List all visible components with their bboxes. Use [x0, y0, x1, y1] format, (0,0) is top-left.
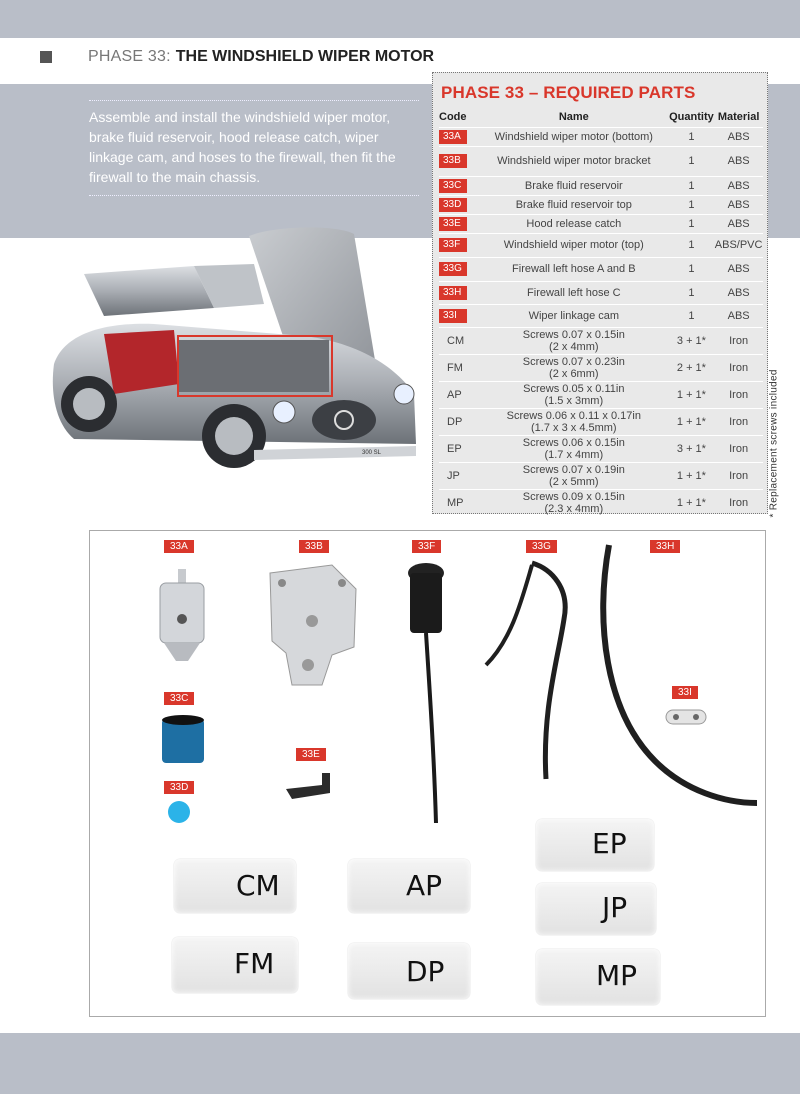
- table-row: [439, 381, 763, 408]
- table-row: [439, 233, 763, 257]
- part-33i-wiper-linkage-cam: [664, 707, 708, 727]
- part-33e-hood-release-catch: [282, 767, 342, 803]
- gullwing-door-left: [84, 266, 214, 316]
- part-quantity: 1 + 1*: [669, 489, 715, 516]
- screw-size-mm: (1.7 x 4mm): [544, 448, 604, 461]
- screw-size-mm: (2 x 5mm): [549, 475, 599, 488]
- part-material: ABS: [714, 146, 763, 176]
- col-quantity: Quantity: [669, 110, 714, 123]
- required-parts-panel: [432, 72, 768, 514]
- screw-size-mm: (2 x 6mm): [549, 367, 599, 380]
- tag-33g: 33G: [526, 540, 557, 553]
- part-material: ABS: [714, 304, 763, 327]
- intro-text: Assemble and install the windshield wiper motor, brake fluid reservoir, hood release catch, wiper linkage cam, and hoses to the firewall, then fit the firewall to the main chassis.: [89, 109, 396, 185]
- footnote-text: * Replacement screws included: [768, 369, 780, 518]
- part-material: Iron: [714, 327, 763, 354]
- tag-33i: 33I: [672, 686, 698, 699]
- table-row: [439, 435, 763, 462]
- table-row: [439, 281, 763, 304]
- col-material: Material: [717, 110, 760, 123]
- bag-label-mp: MP: [596, 959, 638, 992]
- page-header: [40, 46, 434, 68]
- tag-33a: 33A: [164, 540, 194, 553]
- screw-code: DP: [447, 415, 463, 428]
- tag-33f: 33F: [412, 540, 441, 553]
- part-name: [479, 354, 669, 381]
- engine-bay: [179, 340, 329, 392]
- screw-size-in: Screws 0.07 x 0.19in: [522, 463, 625, 476]
- screw-size-in: Screws 0.07 x 0.15in: [522, 328, 625, 341]
- table-row: [439, 462, 763, 489]
- intro-box: [89, 100, 419, 196]
- tag-33h: 33H: [650, 540, 680, 553]
- front-grille: [312, 400, 376, 440]
- top-band: [0, 0, 800, 38]
- table-row: [439, 127, 763, 146]
- front-bumper: [254, 446, 416, 460]
- screw-size-mm: (1.5 x 3mm): [544, 394, 604, 407]
- part-name: [479, 462, 669, 489]
- part-quantity: 1: [669, 304, 715, 327]
- replacement-footnote: [766, 320, 782, 520]
- part-code-badge: 33H: [439, 286, 467, 300]
- part-33a-wiper-motor-bottom: [152, 567, 212, 667]
- part-33b-motor-bracket: [262, 561, 362, 689]
- part-material: Iron: [714, 408, 763, 435]
- screw-code: CM: [447, 334, 465, 347]
- screw-code: EP: [447, 442, 462, 455]
- table-row: [439, 408, 763, 435]
- part-quantity: 3 + 1*: [669, 327, 715, 354]
- table-row: [439, 176, 763, 195]
- red-interior: [104, 330, 179, 394]
- screw-size-mm: (1.7 x 3 x 4.5mm): [531, 421, 617, 434]
- parts-table-title: PHASE 33 – REQUIRED PARTS: [441, 83, 696, 102]
- table-row: [439, 354, 763, 381]
- parts-table: [439, 107, 763, 516]
- screw-bag-fm: [172, 937, 298, 993]
- part-material: ABS: [714, 195, 763, 214]
- table-row: [439, 489, 763, 516]
- part-name: Brake fluid reservoir: [479, 176, 669, 195]
- part-code-badge: 33B: [439, 154, 467, 168]
- phase-number: PHASE 33:: [88, 48, 171, 65]
- tag-33c: 33C: [164, 692, 194, 705]
- part-name: [479, 381, 669, 408]
- part-material: ABS: [714, 127, 763, 146]
- table-row: [439, 214, 763, 233]
- part-name: Firewall left hose C: [479, 281, 669, 304]
- part-code-badge: 33G: [439, 262, 467, 276]
- bag-label-cm: CM: [236, 869, 280, 902]
- screw-bag-mp: [536, 949, 660, 1005]
- part-material: ABS/PVC: [714, 233, 763, 257]
- part-quantity: 1: [669, 146, 715, 176]
- part-quantity: 1 + 1*: [669, 408, 715, 435]
- part-quantity: 1: [669, 233, 715, 257]
- part-33f-wiper-motor-top: [400, 555, 460, 835]
- part-material: Iron: [714, 435, 763, 462]
- screw-code: JP: [447, 469, 460, 482]
- screw-size-mm: (2 x 4mm): [549, 340, 599, 353]
- screw-bag-ep: [536, 819, 654, 871]
- part-name: [479, 408, 669, 435]
- part-quantity: 1: [669, 195, 715, 214]
- bag-label-jp: JP: [602, 891, 628, 924]
- headlight-right: [394, 384, 414, 404]
- part-material: ABS: [714, 214, 763, 233]
- hubcap-rear: [73, 388, 105, 420]
- part-code-badge: 33I: [439, 309, 467, 323]
- part-code-badge: 33A: [439, 130, 467, 144]
- page-title: THE WINDSHIELD WIPER MOTOR: [175, 48, 435, 65]
- part-material: Iron: [714, 381, 763, 408]
- part-quantity: 3 + 1*: [669, 435, 715, 462]
- screw-code: MP: [447, 496, 464, 509]
- screw-code: FM: [447, 361, 463, 374]
- table-row: [439, 327, 763, 354]
- part-quantity: 1: [669, 214, 715, 233]
- part-33c-brake-fluid-reservoir: [158, 713, 208, 765]
- part-33d-reservoir-top: [166, 799, 192, 825]
- screw-size-mm: (2.3 x 4mm): [544, 502, 604, 515]
- screw-bag-jp: [536, 883, 656, 935]
- table-row: [439, 195, 763, 214]
- tag-33b: 33B: [299, 540, 329, 553]
- part-quantity: 1 + 1*: [669, 381, 715, 408]
- car-illustration: [44, 224, 434, 482]
- hubcap-front: [215, 417, 253, 455]
- part-material: ABS: [714, 176, 763, 195]
- part-material: ABS: [714, 257, 763, 281]
- part-material: ABS: [714, 281, 763, 304]
- part-quantity: 1 + 1*: [669, 462, 715, 489]
- part-quantity: 1: [669, 127, 715, 146]
- screw-size-in: Screws 0.07 x 0.23in: [522, 355, 625, 368]
- bag-label-ap: AP: [406, 869, 443, 902]
- screw-size-in: Screws 0.05 x 0.11in: [523, 382, 625, 395]
- square-bullet-icon: [40, 51, 52, 63]
- part-quantity: 1: [669, 281, 715, 304]
- part-quantity: 1: [669, 176, 715, 195]
- license-plate: 300 SL: [362, 450, 382, 456]
- bag-label-ep: EP: [592, 827, 627, 860]
- parts-table-header: [439, 107, 763, 127]
- part-material: Iron: [714, 354, 763, 381]
- part-name: Wiper linkage cam: [479, 304, 669, 327]
- part-name: Windshield wiper motor bracket: [479, 146, 669, 176]
- part-33g-firewall-hoses: [482, 559, 582, 789]
- table-row: [439, 257, 763, 281]
- screw-bag-ap: [348, 859, 470, 913]
- screw-size-in: Screws 0.06 x 0.11 x 0.17in: [506, 409, 641, 422]
- part-name: [479, 327, 669, 354]
- part-quantity: 1: [669, 257, 715, 281]
- screw-code: AP: [447, 388, 462, 401]
- col-code: Code: [439, 110, 467, 123]
- bag-label-dp: DP: [406, 955, 445, 988]
- part-quantity: 2 + 1*: [669, 354, 715, 381]
- parts-layout-frame: [89, 530, 766, 1017]
- screw-size-in: Screws 0.06 x 0.15in: [522, 436, 625, 449]
- part-name: Hood release catch: [479, 214, 669, 233]
- table-row: [439, 146, 763, 176]
- part-material: Iron: [714, 462, 763, 489]
- part-code-badge: 33D: [439, 198, 467, 212]
- part-code-badge: 33C: [439, 179, 467, 193]
- part-name: [479, 435, 669, 462]
- col-name: Name: [558, 110, 589, 123]
- part-name: Brake fluid reservoir top: [479, 195, 669, 214]
- screw-bag-dp: [348, 943, 470, 999]
- tag-33d: 33D: [164, 781, 194, 794]
- part-code-badge: 33F: [439, 238, 467, 252]
- bottom-band: [0, 1033, 800, 1094]
- bag-label-fm: FM: [234, 947, 275, 980]
- part-code-badge: 33E: [439, 217, 467, 231]
- tag-33e: 33E: [296, 748, 326, 761]
- headlight-left: [273, 401, 295, 423]
- part-material: Iron: [714, 489, 763, 516]
- part-name: [479, 489, 669, 516]
- part-name: Windshield wiper motor (top): [479, 233, 669, 257]
- part-name: Windshield wiper motor (bottom): [479, 127, 669, 146]
- screw-bag-cm: [174, 859, 296, 913]
- part-name: Firewall left hose A and B: [479, 257, 669, 281]
- table-row: [439, 304, 763, 327]
- part-33h-firewall-hose: [595, 541, 765, 811]
- screw-size-in: Screws 0.09 x 0.15in: [522, 490, 625, 503]
